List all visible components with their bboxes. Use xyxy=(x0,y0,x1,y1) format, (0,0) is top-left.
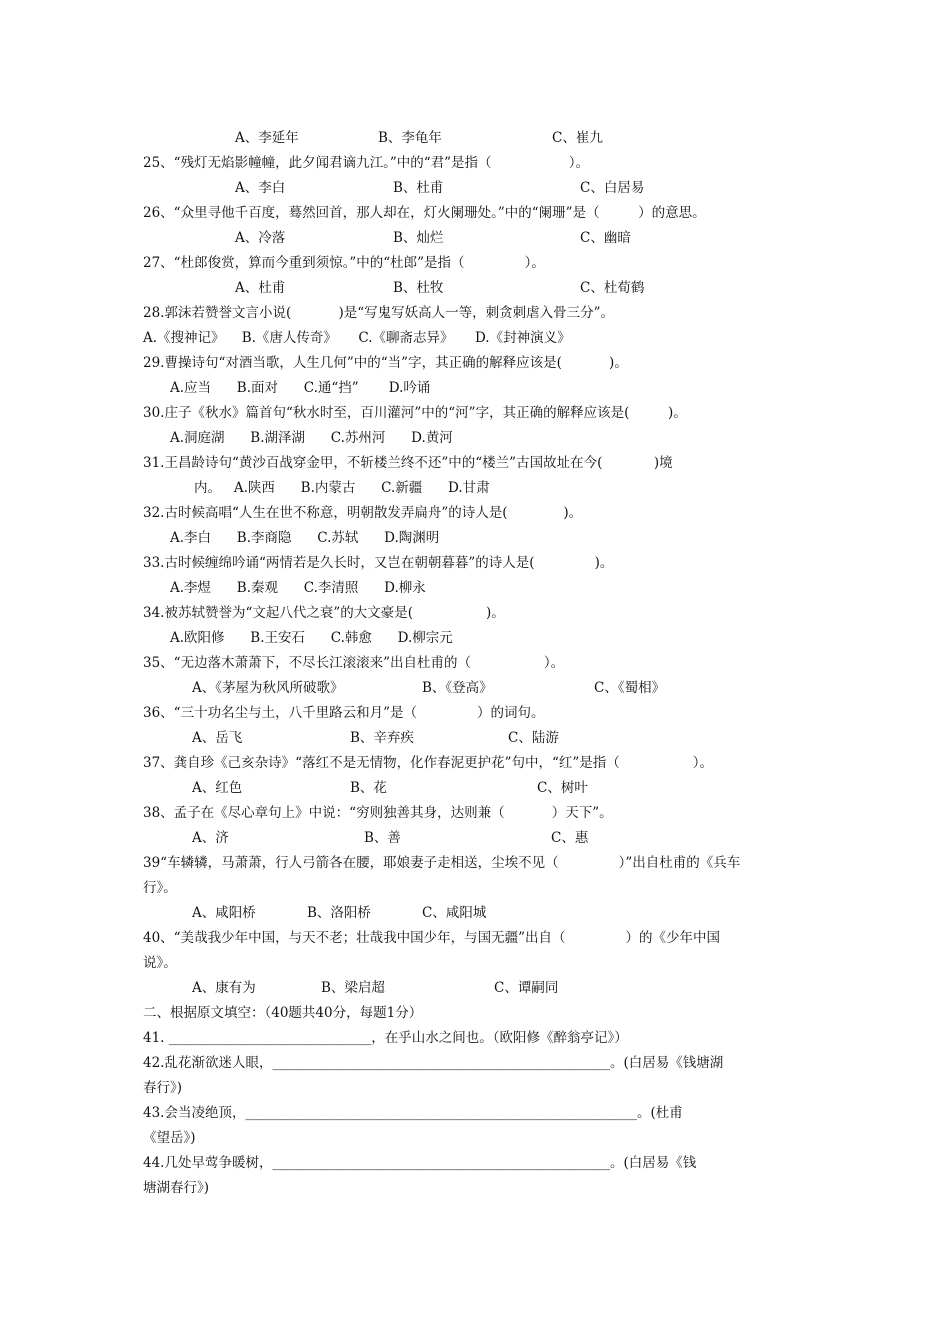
q36-option-c: C、陆游 xyxy=(508,730,559,746)
q38-option-c: C、惠 xyxy=(551,830,589,846)
question-42: 42.乱花渐欲迷人眼，__________________________________________________。(白居易《钱塘湖 xyxy=(143,1055,724,1071)
question-27: 27、“杜郎俊赏，算而今重到须惊。”中的“杜郎”是指（ ）。 xyxy=(143,255,545,271)
q24-option-a: A、李延年 xyxy=(235,130,299,146)
q24-option-c: C、崔九 xyxy=(552,130,603,146)
q26-option-a: A、冷落 xyxy=(235,230,286,246)
question-28: 28.郭沫若赞誉文言小说( )是“写鬼写妖高人一等，刺贪刺虐入骨三分”。 xyxy=(143,305,615,321)
q25-option-b: B、杜甫 xyxy=(393,180,444,196)
q24-option-b: B、李龟年 xyxy=(378,130,442,146)
q26-option-b: B、灿烂 xyxy=(393,230,444,246)
q27-option-b: B、杜牧 xyxy=(393,280,444,296)
q28-options: A.《搜神记》 B.《唐人传奇》 C.《聊斋志异》 D.《封神演义》 xyxy=(143,330,571,346)
question-39: 39“车辚辚，马萧萧，行人弓箭各在腰，耶娘妻子走相送，尘埃不见（ ）”出自杜甫的《兵车 xyxy=(143,855,741,871)
question-44: 44.几处早莺争暖树，__________________________________________________。(白居易《钱 xyxy=(143,1155,697,1171)
q39-option-a: A、咸阳桥 xyxy=(192,905,256,921)
question-25: 25、“残灯无焰影幢幢，此夕闻君谪九江。”中的“君”是指（ ）。 xyxy=(143,155,590,171)
question-40: 40、“美哉我少年中国，与天不老；壮哉我中国少年，与国无疆”出自（ ）的《少年中国 xyxy=(143,930,721,946)
question-43: 43.会当凌绝顶，__________________________________________________________。(杜甫 xyxy=(143,1105,683,1121)
q37-option-c: C、树叶 xyxy=(537,780,588,796)
q33-options: A.李煜 B.秦观 C.李清照 D.柳永 xyxy=(170,580,426,596)
q25-option-a: A、李白 xyxy=(235,180,286,196)
question-43-cont: 《望岳》) xyxy=(143,1130,196,1146)
question-34: 34.被苏轼赞誉为“文起八代之衰”的大文豪是( )。 xyxy=(143,605,505,621)
q38-option-a: A、济 xyxy=(192,830,229,846)
section-2-heading: 二、根据原文填空：（40题共40分，每题1分） xyxy=(143,1005,423,1021)
q34-options: A.欧阳修 B.王安石 C.韩愈 D.柳宗元 xyxy=(170,630,453,646)
q39-option-c: C、咸阳城 xyxy=(422,905,487,921)
question-38: 38、孟子在《尽心章句上》中说：“穷则独善其身，达则兼（ ）天下”。 xyxy=(143,805,613,821)
question-41: 41. ______________________________，在乎山水之间也。（欧阳修《醉翁亭记》） xyxy=(143,1030,628,1046)
question-42-cont: 春行》) xyxy=(143,1080,183,1096)
q26-option-c: C、幽暗 xyxy=(580,230,631,246)
q32-options: A.李白 B.李商隐 C.苏轼 D.陶渊明 xyxy=(170,530,440,546)
question-35: 35、“无边落木萧萧下，不尽长江滚滚来”出自杜甫的（ ）。 xyxy=(143,655,565,671)
q30-options: A.洞庭湖 B.湖泽湖 C.苏州河 D.黄河 xyxy=(170,430,453,446)
question-29: 29.曹操诗句“对酒当歌，人生几何”中的“当”字，其正确的解释应该是( )。 xyxy=(143,355,628,371)
q37-option-b: B、花 xyxy=(350,780,387,796)
q38-option-b: B、善 xyxy=(364,830,401,846)
q35-option-b: B、《登高》 xyxy=(422,680,493,696)
q40-option-a: A、康有为 xyxy=(192,980,256,996)
q27-option-c: C、杜荀鹤 xyxy=(580,280,645,296)
q39-option-b: B、洛阳桥 xyxy=(307,905,371,921)
q37-option-a: A、红色 xyxy=(192,780,243,796)
q36-option-b: B、辛弃疾 xyxy=(350,730,414,746)
question-30: 30.庄子《秋水》篇首句“秋水时至，百川灌河”中的“河”字，其正确的解释应该是( )。 xyxy=(143,405,687,421)
q40-option-b: B、梁启超 xyxy=(321,980,385,996)
question-37: 37、龚自珍《己亥杂诗》“落红不是无情物，化作春泥更护花”句中，“红”是指（ ）。 xyxy=(143,755,713,771)
q25-option-c: C、白居易 xyxy=(580,180,645,196)
question-39-cont: 行》。 xyxy=(143,880,177,896)
question-26: 26、“众里寻他千百度，蓦然回首，那人却在，灯火阑珊处。”中的“阑珊”是（ ）的意思。 xyxy=(143,205,706,221)
question-31: 31.王昌龄诗句“黄沙百战穿金甲，不斩楼兰终不还”中的“楼兰”古国故址在今( )境 xyxy=(143,455,673,471)
q40-option-c: C、谭嗣同 xyxy=(494,980,559,996)
question-40-cont: 说》。 xyxy=(143,955,177,971)
q35-option-a: A、《茅屋为秋风所破歌》 xyxy=(192,680,344,696)
question-31-cont: 内。 A.陕西 B.内蒙古 C.新疆 D.甘肃 xyxy=(194,480,490,496)
question-36: 36、“三十功名尘与土，八千里路云和月”是（ ）的词句。 xyxy=(143,705,545,721)
q29-options: A.应当 B.面对 C.通“挡” D.吟诵 xyxy=(170,380,431,396)
question-32: 32.古时候高唱“人生在世不称意，明朝散发弄扁舟”的诗人是( )。 xyxy=(143,505,583,521)
question-33: 33.古时候缠绵吟诵“两情若是久长时，又岂在朝朝暮暮”的诗人是( )。 xyxy=(143,555,614,571)
question-44-cont: 塘湖春行》) xyxy=(143,1180,210,1196)
q36-option-a: A、岳飞 xyxy=(192,730,243,746)
q27-option-a: A、杜甫 xyxy=(235,280,286,296)
q35-option-c: C、《蜀相》 xyxy=(594,680,666,696)
